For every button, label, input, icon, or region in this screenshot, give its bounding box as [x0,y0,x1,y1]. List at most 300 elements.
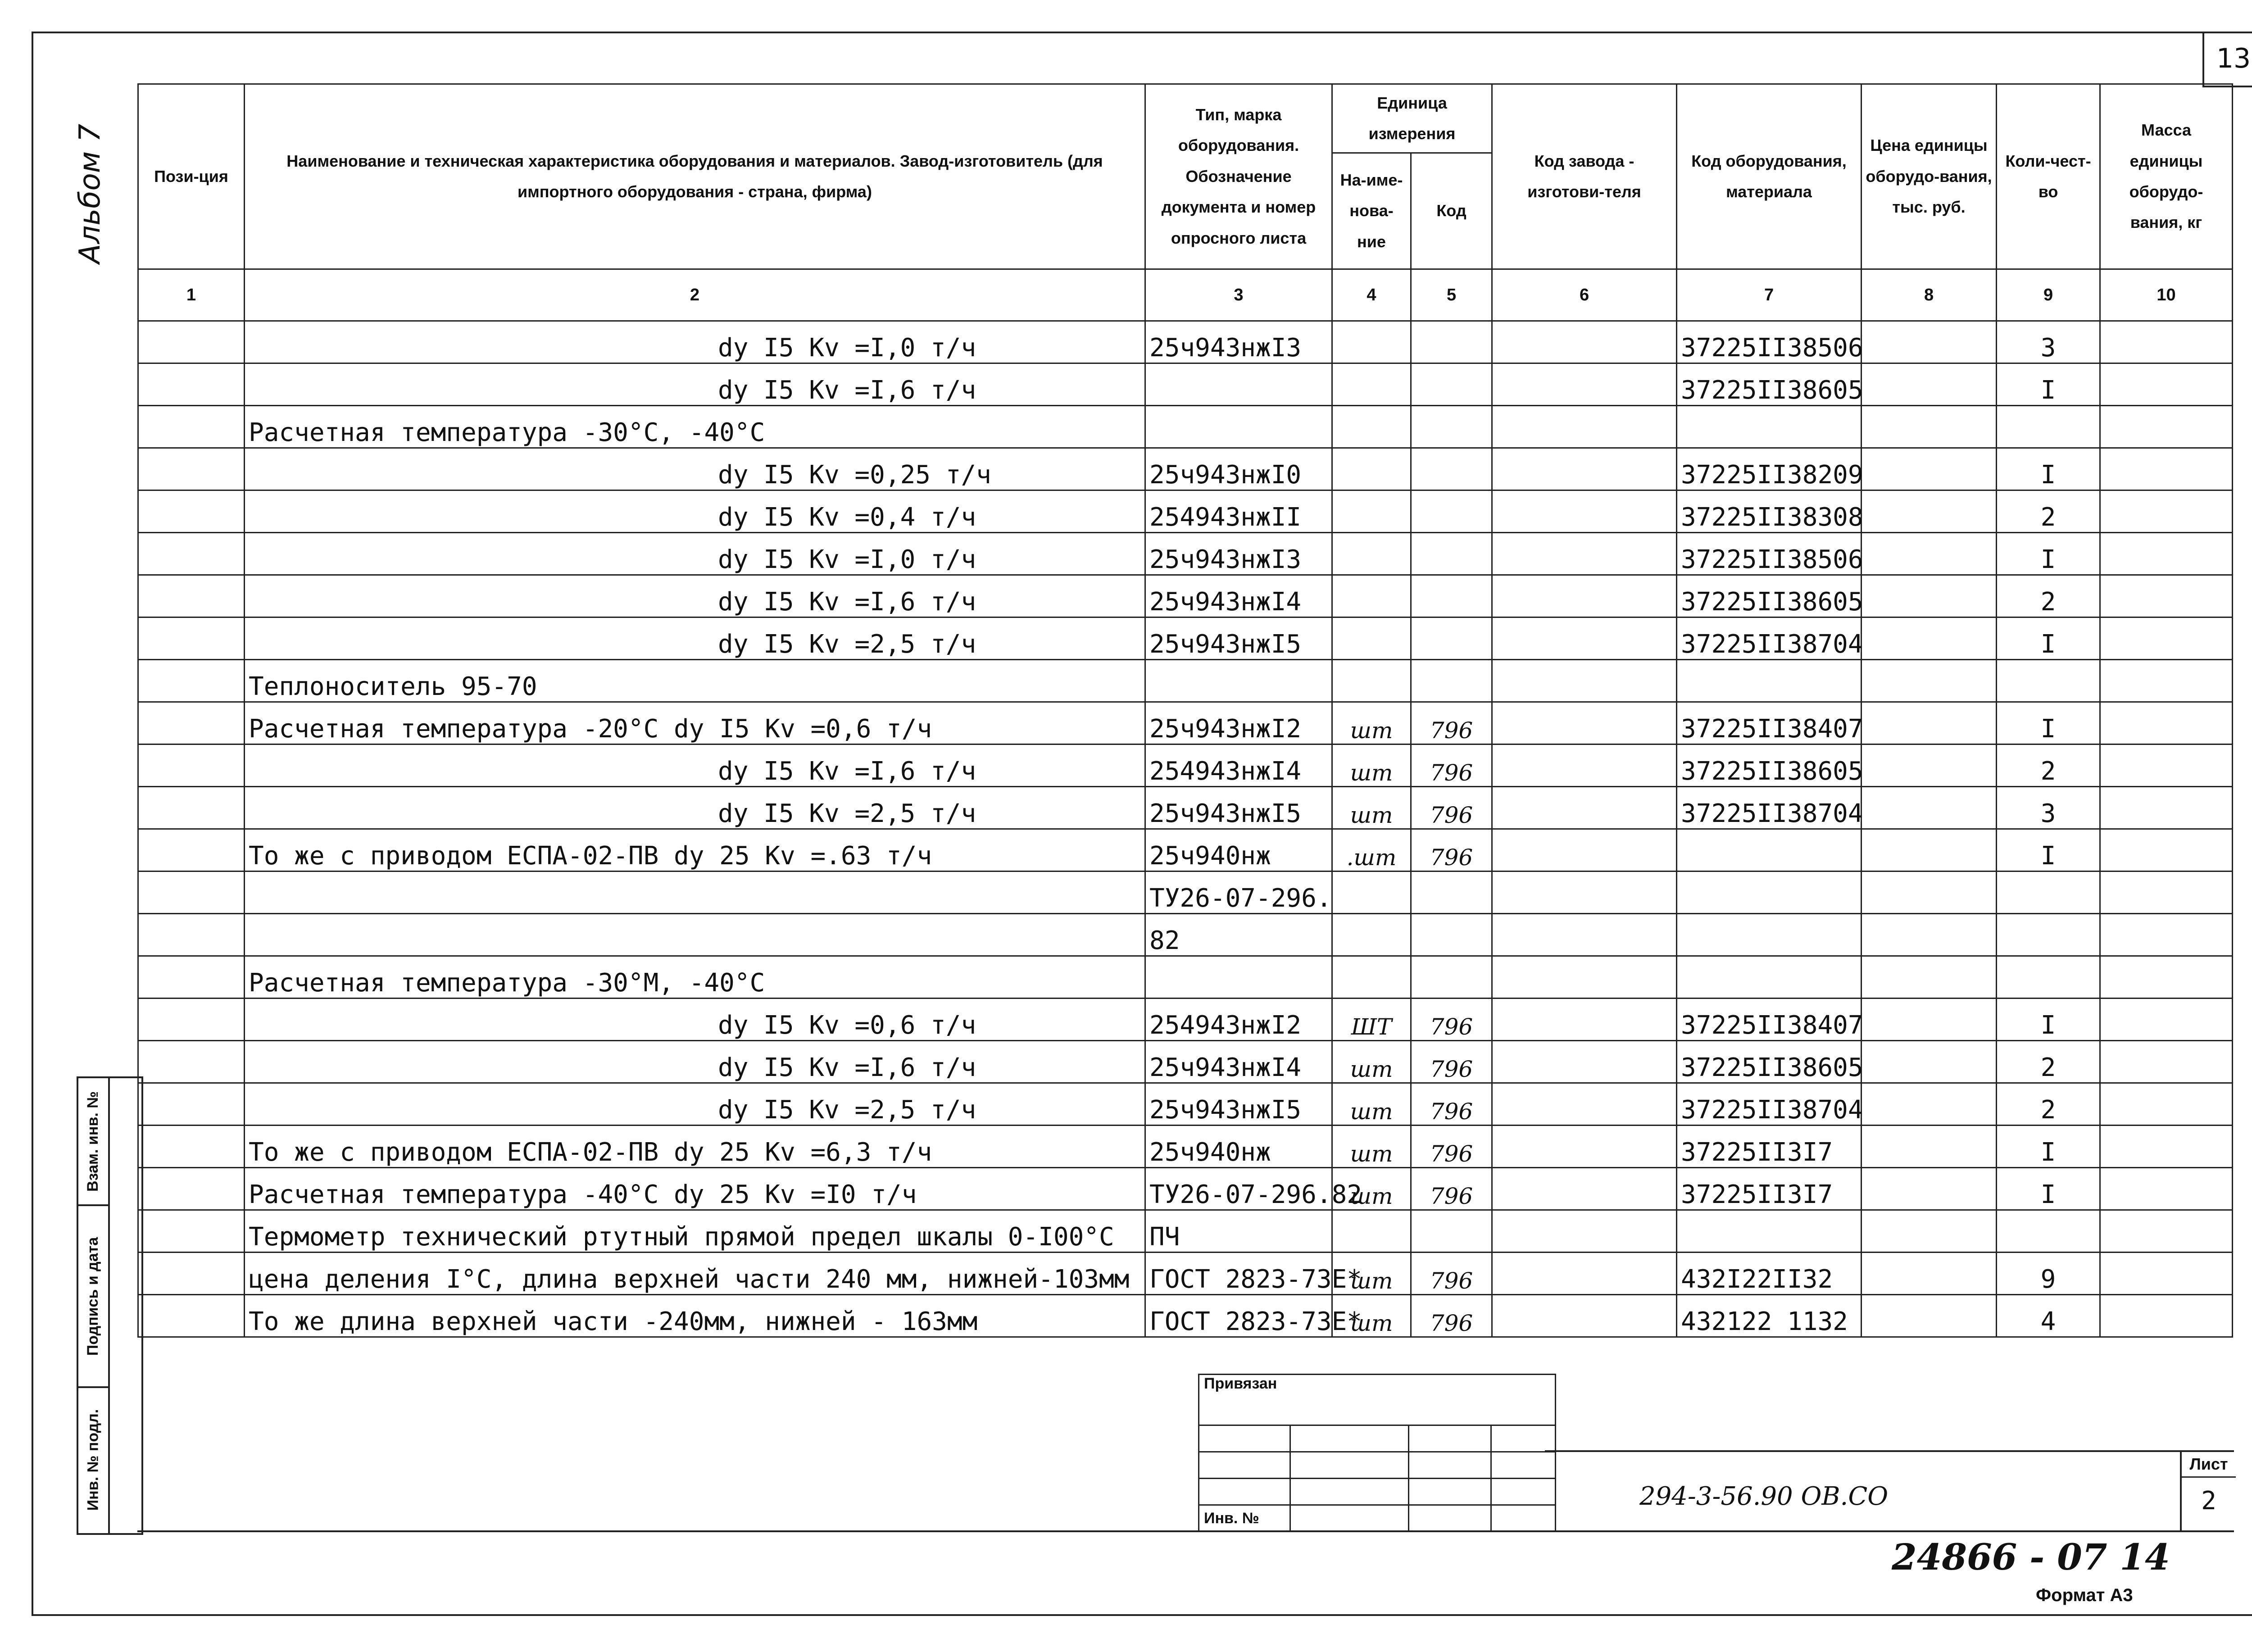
table-row [138,1126,2233,1168]
table-row [138,490,2233,533]
position-cell [138,1253,245,1295]
material-code-cell [1677,956,1862,998]
name-cell: dy I5 Kv =I,0 т/ч [245,321,1145,363]
quantity-cell [1997,956,2100,998]
position-cell [138,1295,245,1337]
material-code-cell: 37225II38605 [1677,363,1862,406]
factory-code-cell [1492,533,1677,575]
type-cell [1145,363,1332,406]
factory-code-cell [1492,702,1677,744]
col-number: 6 [1492,269,1677,321]
unit-code-cell [1411,321,1492,363]
quantity-cell: I [1997,617,2100,660]
type-cell: ТУ26-07-296.82 [1145,1168,1332,1210]
factory-code-cell [1492,1126,1677,1168]
col-header-name: Наименование и техническая характеристика оборудования и материалов. Завод-изготовитель (для импортного оборудования - страна, фирма) [245,84,1145,269]
material-code-cell [1677,914,1862,956]
mass-cell [2100,829,2233,871]
table-row [138,575,2233,617]
table-row [138,1083,2233,1126]
price-cell [1862,1126,1997,1168]
material-code-cell: 37225II38605 [1677,1041,1862,1083]
position-cell [138,1041,245,1083]
unit-name-cell [1332,575,1411,617]
quantity-cell: I [1997,1168,2100,1210]
factory-code-cell [1492,787,1677,829]
sheet-label: Лист [2182,1455,2236,1478]
type-cell: 254943нжI2 [1145,998,1332,1041]
archive-number: 24866 - 07 14 [1892,1536,2170,1578]
position-cell [138,363,245,406]
quantity-cell: I [1997,533,2100,575]
price-cell [1862,660,1997,702]
sheet-box [2180,1450,2236,1531]
material-code-cell: 37225II38704 [1677,1083,1862,1126]
position-cell [138,744,245,787]
name-cell: dy I5 Kv =I,6 т/ч [245,744,1145,787]
table-row [138,787,2233,829]
unit-name-cell: шт [1332,702,1411,744]
position-cell [138,1210,245,1253]
quantity-cell: 2 [1997,490,2100,533]
mass-cell [2100,871,2233,914]
mass-cell [2100,406,2233,448]
quantity-cell: I [1997,448,2100,490]
name-cell: Теплоноситель 95-70 [245,660,1145,702]
material-code-cell: 37225II38308 [1677,490,1862,533]
mass-cell [2100,744,2233,787]
factory-code-cell [1492,575,1677,617]
unit-code-cell: 796 [1411,1083,1492,1126]
specification-table [137,83,2233,1338]
sheet-value: 2 [2201,1486,2216,1516]
position-cell [138,998,245,1041]
price-cell [1862,533,1997,575]
material-code-cell: 37225II3I7 [1677,1126,1862,1168]
unit-name-cell [1332,1210,1411,1253]
material-code-cell: 432122 1132 [1677,1295,1862,1337]
col-header-unit-group: Единица измерения [1332,84,1492,153]
factory-code-cell [1492,448,1677,490]
type-cell: 25ч943нжI3 [1145,533,1332,575]
factory-code-cell [1492,660,1677,702]
position-cell [138,490,245,533]
price-cell [1862,448,1997,490]
type-cell [1145,660,1332,702]
col-header-type: Тип, марка оборудования. Обозначение документа и номер опросного листа [1145,84,1332,269]
position-cell [138,956,245,998]
name-cell: dy I5 Kv =I,6 т/ч [245,363,1145,406]
name-cell: dy I5 Kv =I,0 т/ч [245,533,1145,575]
type-cell: 25ч943нжI2 [1145,702,1332,744]
table-row [138,1295,2233,1337]
factory-code-cell [1492,617,1677,660]
table-row [138,1210,2233,1253]
col-number: 10 [2100,269,2233,321]
position-cell [138,533,245,575]
name-cell: цена деления I°С, длина верхней части 240 мм, нижней-103мм [245,1253,1145,1295]
table-row [138,956,2233,998]
material-code-cell: 37225II38506 [1677,321,1862,363]
position-cell [138,829,245,871]
factory-code-cell [1492,1083,1677,1126]
material-code-cell: 37225II38605 [1677,575,1862,617]
name-cell [245,914,1145,956]
col-header-factory-code: Код завода - изготови-теля [1492,84,1677,269]
name-cell: dy I5 Kv =I,6 т/ч [245,1041,1145,1083]
unit-name-cell: шт [1332,744,1411,787]
quantity-cell [1997,660,2100,702]
price-cell [1862,321,1997,363]
table-row [138,871,2233,914]
col-header-position: Пози-ция [138,84,245,269]
mass-cell [2100,490,2233,533]
factory-code-cell [1492,1295,1677,1337]
title-block-line [1545,1450,2234,1452]
factory-code-cell [1492,321,1677,363]
bottom-rule [137,1530,2234,1532]
quantity-cell: 2 [1997,1083,2100,1126]
table-row [138,1168,2233,1210]
price-cell [1862,914,1997,956]
col-number: 2 [245,269,1145,321]
name-cell: То же с приводом ЕСПА-02-ПВ dy 25 Kv =6,3 т/ч [245,1126,1145,1168]
quantity-cell [1997,871,2100,914]
col-header-mass: Масса единицы оборудо-вания, кг [2100,84,2233,269]
unit-code-cell: 796 [1411,744,1492,787]
quantity-cell: 2 [1997,744,2100,787]
table-row [138,1041,2233,1083]
quantity-cell: I [1997,1126,2100,1168]
mass-cell [2100,1253,2233,1295]
price-cell [1862,829,1997,871]
unit-code-cell: 796 [1411,1126,1492,1168]
table-row [138,702,2233,744]
factory-code-cell [1492,998,1677,1041]
unit-code-cell [1411,363,1492,406]
table-row [138,829,2233,871]
unit-code-cell: 796 [1411,1041,1492,1083]
factory-code-cell [1492,744,1677,787]
unit-name-cell [1332,321,1411,363]
price-cell [1862,1168,1997,1210]
table-row [138,914,2233,956]
type-cell: 25ч943нжI4 [1145,1041,1332,1083]
position-cell [138,914,245,956]
name-cell: Расчетная температура -30°М, -40°С [245,956,1145,998]
price-cell [1862,1295,1997,1337]
position-cell [138,406,245,448]
header-row [138,84,2233,153]
unit-code-cell: 796 [1411,1295,1492,1337]
unit-code-cell: 796 [1411,998,1492,1041]
material-code-cell [1677,871,1862,914]
quantity-cell: 4 [1997,1295,2100,1337]
factory-code-cell [1492,829,1677,871]
type-cell: ПЧ [1145,1210,1332,1253]
table-row [138,1253,2233,1295]
col-number: 7 [1677,269,1862,321]
unit-name-cell: ШТ [1332,998,1411,1041]
material-code-cell: 37225II38209 [1677,448,1862,490]
unit-code-cell: 796 [1411,1168,1492,1210]
unit-code-cell [1411,871,1492,914]
quantity-cell [1997,1210,2100,1253]
quantity-cell: I [1997,829,2100,871]
document-number: 294-3-56.90 ОВ.СО [1639,1482,1889,1511]
sheet-number: 13 [2202,32,2252,87]
position-cell [138,617,245,660]
factory-code-cell [1492,1168,1677,1210]
unit-name-cell [1332,363,1411,406]
unit-name-cell [1332,533,1411,575]
position-cell [138,1126,245,1168]
quantity-cell: I [1997,998,2100,1041]
side-strip [77,1076,143,1535]
name-cell: dy I5 Kv =2,5 т/ч [245,617,1145,660]
unit-code-cell [1411,617,1492,660]
table-row [138,998,2233,1041]
price-cell [1862,787,1997,829]
album-label: Альбом 7 [73,123,107,264]
table-row [138,660,2233,702]
material-code-cell [1677,829,1862,871]
mass-cell [2100,533,2233,575]
table-row [138,617,2233,660]
unit-name-cell: шт [1332,1041,1411,1083]
unit-code-cell [1411,575,1492,617]
name-cell: Расчетная температура -20°С dy I5 Kv =0,6 т/ч [245,702,1145,744]
unit-code-cell [1411,956,1492,998]
name-cell: Термометр технический ртутный прямой предел шкалы 0-I00°С [245,1210,1145,1253]
type-cell: ГОСТ 2823-73Е* [1145,1253,1332,1295]
type-cell [1145,956,1332,998]
col-header-material-code: Код оборудования, материала [1677,84,1862,269]
table-row [138,448,2233,490]
mass-cell [2100,1126,2233,1168]
unit-name-cell: шт [1332,787,1411,829]
position-cell [138,787,245,829]
factory-code-cell [1492,1041,1677,1083]
unit-code-cell: 796 [1411,702,1492,744]
price-cell [1862,617,1997,660]
mass-cell [2100,321,2233,363]
unit-code-cell [1411,660,1492,702]
type-cell: 25ч943нжI5 [1145,787,1332,829]
unit-name-cell: шт [1332,1253,1411,1295]
type-cell: 254943нжII [1145,490,1332,533]
price-cell [1862,956,1997,998]
table-row [138,744,2233,787]
type-cell: 25ч943нжI3 [1145,321,1332,363]
name-cell: Расчетная температура -30°С, -40°С [245,406,1145,448]
material-code-cell: 37225II38704 [1677,787,1862,829]
position-cell [138,1168,245,1210]
col-number: 5 [1411,269,1492,321]
quantity-cell: 2 [1997,575,2100,617]
price-cell [1862,406,1997,448]
type-cell: 25ч943нжI4 [1145,575,1332,617]
side-label-signature: Подпись и дата [78,1206,108,1388]
col-header-quantity: Коли-чест-во [1997,84,2100,269]
name-cell: dy I5 Kv =0,6 т/ч [245,998,1145,1041]
type-cell: ГОСТ 2823-73Е* [1145,1295,1332,1337]
name-cell: dy I5 Kv =2,5 т/ч [245,787,1145,829]
quantity-cell: 3 [1997,321,2100,363]
type-cell: 25ч940нж [1145,1126,1332,1168]
type-cell: 25ч940нж [1145,829,1332,871]
table-row [138,321,2233,363]
mass-cell [2100,1041,2233,1083]
price-cell [1862,575,1997,617]
mass-cell [2100,575,2233,617]
price-cell [1862,363,1997,406]
type-cell [1145,406,1332,448]
unit-name-cell: шт [1332,1168,1411,1210]
unit-code-cell [1411,1210,1492,1253]
type-cell: 25ч943нжI5 [1145,1083,1332,1126]
unit-code-cell [1411,406,1492,448]
table-row [138,533,2233,575]
col-header-unit-name: На-име-нова-ние [1332,153,1411,269]
table-row [138,406,2233,448]
material-code-cell: 37225II38407 [1677,702,1862,744]
position-cell [138,448,245,490]
position-cell [138,702,245,744]
table-row [138,363,2233,406]
factory-code-cell [1492,956,1677,998]
unit-name-cell [1332,956,1411,998]
quantity-cell: 2 [1997,1041,2100,1083]
stamp-bound-label: Привязан [1199,1375,1556,1425]
mass-cell [2100,956,2233,998]
name-cell: dy I5 Kv =I,6 т/ч [245,575,1145,617]
name-cell: То же с приводом ЕСПА-02-ПВ dy 25 Kv =.63 т/ч [245,829,1145,871]
price-cell [1862,998,1997,1041]
mass-cell [2100,448,2233,490]
material-code-cell [1677,406,1862,448]
factory-code-cell [1492,406,1677,448]
price-cell [1862,871,1997,914]
col-number: 1 [138,269,245,321]
type-cell: ТУ26-07-296. [1145,871,1332,914]
unit-code-cell [1411,533,1492,575]
type-cell: 25ч943нжI5 [1145,617,1332,660]
unit-code-cell [1411,914,1492,956]
price-cell [1862,490,1997,533]
material-code-cell: 37225II3I7 [1677,1168,1862,1210]
mass-cell [2100,998,2233,1041]
position-cell [138,321,245,363]
factory-code-cell [1492,1210,1677,1253]
material-code-cell: 432I22II32 [1677,1253,1862,1295]
mass-cell [2100,914,2233,956]
quantity-cell: I [1997,702,2100,744]
position-cell [138,660,245,702]
unit-name-cell: шт [1332,1083,1411,1126]
side-label-replace: Взам. инв. № [78,1078,108,1206]
col-number: 3 [1145,269,1332,321]
mass-cell [2100,1295,2233,1337]
material-code-cell: 37225II38704 [1677,617,1862,660]
material-code-cell: 37225II38506 [1677,533,1862,575]
paper-format: Формат А3 [2036,1585,2133,1605]
quantity-cell [1997,914,2100,956]
stamp-inv-label: Инв. № [1199,1505,1290,1532]
factory-code-cell [1492,490,1677,533]
type-cell: 254943нжI4 [1145,744,1332,787]
side-label-inventory: Инв. № подл. [84,1409,102,1511]
factory-code-cell [1492,914,1677,956]
mass-cell [2100,1168,2233,1210]
col-number: 8 [1862,269,1997,321]
name-cell [245,871,1145,914]
quantity-cell: 9 [1997,1253,2100,1295]
material-code-cell: 37225II38407 [1677,998,1862,1041]
mass-cell [2100,363,2233,406]
mass-cell [2100,617,2233,660]
quantity-cell [1997,406,2100,448]
factory-code-cell [1492,363,1677,406]
position-cell [138,1083,245,1126]
name-cell: dy I5 Kv =0,25 т/ч [245,448,1145,490]
factory-code-cell [1492,1253,1677,1295]
type-cell: 25ч943нжI0 [1145,448,1332,490]
mass-cell [2100,660,2233,702]
unit-code-cell [1411,448,1492,490]
unit-name-cell [1332,448,1411,490]
unit-code-cell: 796 [1411,829,1492,871]
unit-code-cell [1411,490,1492,533]
unit-name-cell [1332,914,1411,956]
price-cell [1862,1041,1997,1083]
price-cell [1862,1083,1997,1126]
factory-code-cell [1492,871,1677,914]
price-cell [1862,744,1997,787]
quantity-cell: I [1997,363,2100,406]
mass-cell [2100,1210,2233,1253]
unit-name-cell: шт [1332,1295,1411,1337]
col-header-price: Цена единицы оборудо-вания, тыс. руб. [1862,84,1997,269]
mass-cell [2100,787,2233,829]
name-cell: dy I5 Kv =2,5 т/ч [245,1083,1145,1126]
price-cell [1862,1210,1997,1253]
unit-code-cell: 796 [1411,1253,1492,1295]
col-number: 9 [1997,269,2100,321]
name-cell: То же длина верхней части -240мм, нижней - 163мм [245,1295,1145,1337]
unit-name-cell [1332,660,1411,702]
quantity-cell: 3 [1997,787,2100,829]
material-code-cell [1677,660,1862,702]
column-number-row [138,269,2233,321]
mass-cell [2100,1083,2233,1126]
unit-name-cell [1332,617,1411,660]
unit-name-cell [1332,490,1411,533]
type-cell: 82 [1145,914,1332,956]
unit-name-cell [1332,871,1411,914]
unit-code-cell: 796 [1411,787,1492,829]
unit-name-cell: .шт [1332,829,1411,871]
price-cell [1862,1253,1997,1295]
material-code-cell: 37225II38605 [1677,744,1862,787]
price-cell [1862,702,1997,744]
position-cell [138,575,245,617]
material-code-cell [1677,1210,1862,1253]
position-cell [138,871,245,914]
col-header-unit-code: Код [1411,153,1492,269]
binding-stamp [1198,1374,1556,1532]
col-number: 4 [1332,269,1411,321]
